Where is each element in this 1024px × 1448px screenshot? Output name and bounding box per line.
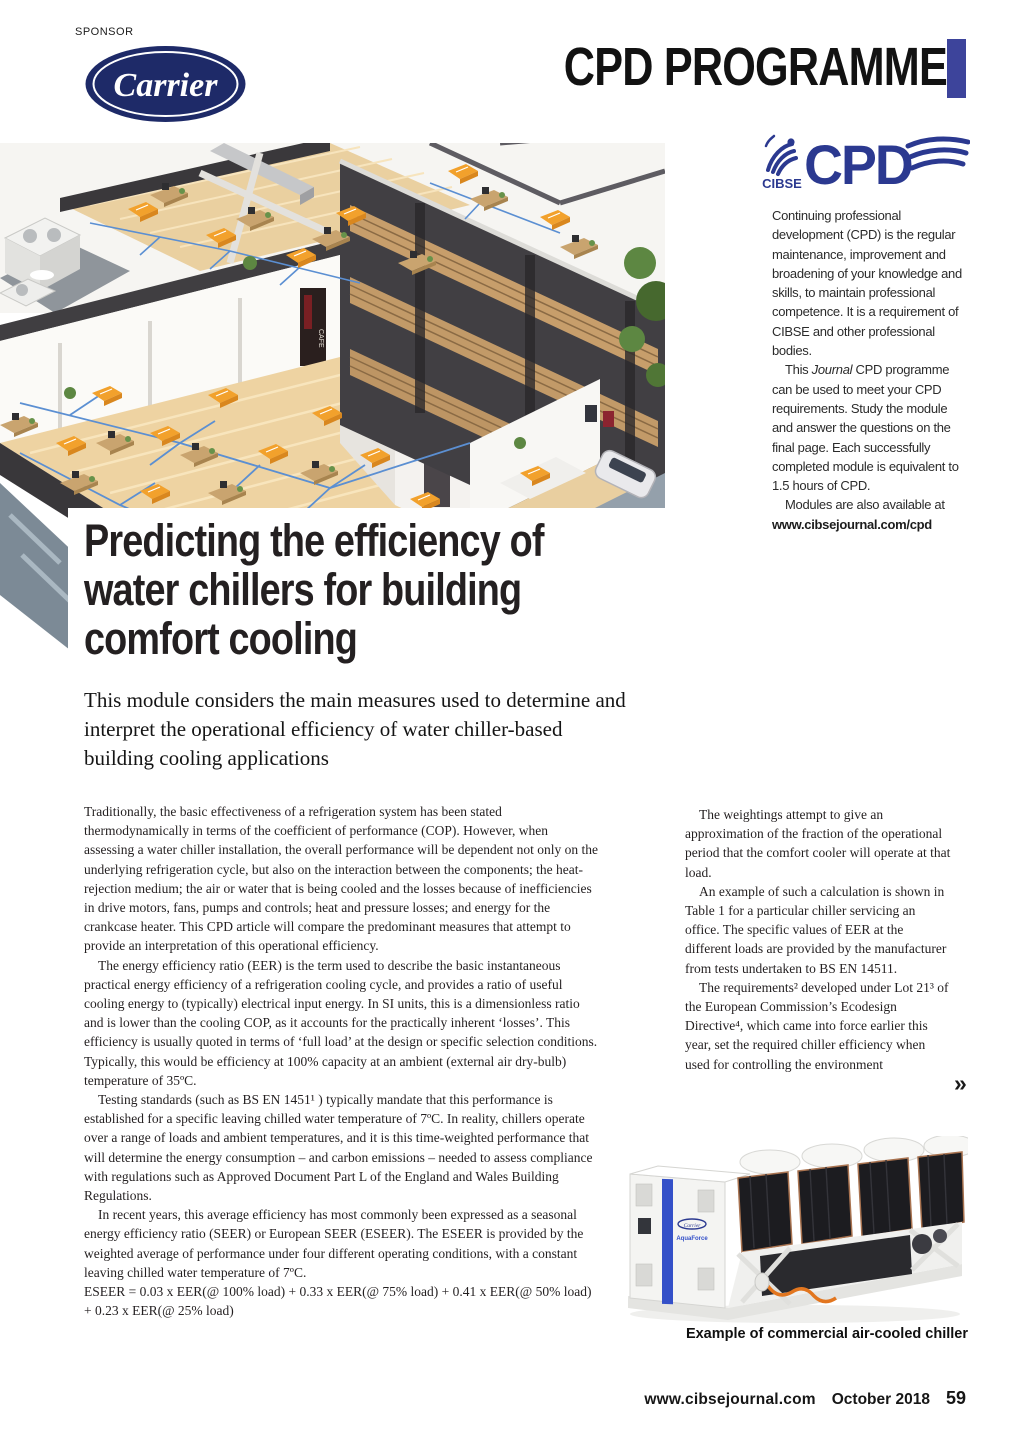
eseer-formula: ESEER = 0.03 x EER(@ 100% load) + 0.33 x EER(@ 75% load) + 0.41 x EER(@ 50% load) + 0.23 x EER(@ 25% load) <box>84 1284 592 1319</box>
article-title: Predicting the efficiency of water chillers for building comfort cooling <box>84 515 544 664</box>
page-footer <box>644 1388 966 1409</box>
air-cooled-chiller-illustration <box>610 1136 968 1328</box>
paragraph: The requirements² developed under Lot 21³ of the European Commission’s Ecodesign Directive⁴, which came into force earlier this year, set the required chiller efficiency when used for controlling the environment <box>685 979 949 1072</box>
cibse-bird-icon <box>766 136 796 174</box>
svg-text:CAFE: CAFE <box>317 329 324 348</box>
cpd-wordmark: CPD <box>804 134 912 192</box>
svg-text:AquaForce: AquaForce <box>676 1236 708 1242</box>
paragraph: The weightings attempt to give an approximation of the fraction of the operational period that the comfort cooler will operate at that load. <box>685 807 951 880</box>
cpd-intro: Continuing professional development (CPD) is the regular maintenance, improvement and broadening of your knowledge and skills, to maintain professional competence. It is a requirement of CIBSE and other professional bodies. <box>772 208 962 359</box>
footer-issue: October 2018 <box>831 1391 930 1408</box>
journal-italic: Journal <box>811 362 853 378</box>
paragraph: In recent years, this average efficiency has most commonly been expressed as a seasonal energy efficiency ratio (SEER) or European SEER (ESEER). The ESEER is provided by the weighted average of performance under four different operating conditions, with a constant leaving chilled water temperature of 7ºC. <box>84 1207 584 1280</box>
paragraph: An example of such a calculation is shown in Table 1 for a particular chiller servicing an office. The specific values of EER at the different loads are provided by the manufacturer from tests undertaken to BS EN 14511. <box>685 883 947 976</box>
cibse-cpd-logo <box>758 134 970 192</box>
cpd-modules-para: Modules are also available at www.cibsejournal.com/cpd <box>772 497 945 532</box>
carrier-logo <box>84 45 247 123</box>
continued-chevron-icon: » <box>954 1070 967 1096</box>
figure-caption: Example of commercial air-cooled chiller <box>685 1326 968 1342</box>
cpd-explainer <box>772 206 964 534</box>
heading-accent-bar <box>947 39 966 98</box>
cpd-modules-link[interactable]: www.cibsejournal.com/cpd <box>772 516 932 532</box>
svg-text:Carrier: Carrier <box>683 1223 701 1229</box>
body-column-right <box>685 805 952 1074</box>
carrier-logo-icon <box>84 45 247 123</box>
cibse-wordmark: CIBSE <box>762 176 802 191</box>
paragraph: Traditionally, the basic effectiveness of a refrigeration system has been stated thermodynamically in terms of the coefficient of performance (COP). However, when assessing a water chiller installation, the overall performance will be dependent not only on the underlying refrigeration cycle, but also on the interaction between the components; the heat-rejection medium; the air or water that is being cooled and the losses because of inefficiencies in drive motors, fans, pumps and controls; heat and pressure losses; and energy for the crankcase heater. This CPD article will compare the predominant measures that attempt to provide an interpretation of this operational efficiency. <box>84 804 598 954</box>
paragraph: Testing standards (such as BS EN 1451¹ ) typically mandate that this performance is established for a specific leaving chilled water temperature of 7ºC. In reality, chillers operate over a range of loads and ambient temperatures, and it is this time-weighted performance that will determine the energy consumption – and carbon emissions – needed to assess compliance with regulations such as Approved Document Part L of the England and Wales Building Regulations. <box>84 1092 593 1204</box>
body-column-left <box>84 802 601 1320</box>
cpd-waves-icon <box>908 139 968 168</box>
footer-website[interactable]: www.cibsejournal.com <box>644 1391 816 1408</box>
sponsor-label: SPONSOR <box>75 26 134 38</box>
paragraph: The energy efficiency ratio (EER) is the term used to describe the basic instantaneous practical energy efficiency of a refrigeration cooling cycle, and provides a ratio of useful cooling energy to (typically) electrical input energy. In SI units, this is a dimensionless ratio and is lower than the cooling COP, as it accounts for the practically inherent ‘losses’. This efficiency is usually quoted in terms of ‘full load’ at the design or specific selection conditions. Typically, this would be efficiency at 100% capacity at an ambient (external air dry-bulb) temperature of 35ºC. <box>84 957 598 1088</box>
footer-page-number: 59 <box>945 1388 966 1408</box>
cafe-sign <box>300 288 326 366</box>
cpd-programme-para: This Journal CPD programme can be used to meet your CPD requirements. Study the module and answer the questions on the final page. Each successfully completed module is equivalent to 1.5 hours of CPD. <box>772 362 959 494</box>
carrier-wordmark: Carrier <box>113 67 218 104</box>
chiller-figure <box>610 1136 968 1328</box>
cpd-programme-heading: CPD PROGRAMME <box>563 37 947 97</box>
article-standfirst: This module considers the main measures used to determine and interpret the operational efficiency of water chiller-based building cooling applications <box>84 688 626 770</box>
